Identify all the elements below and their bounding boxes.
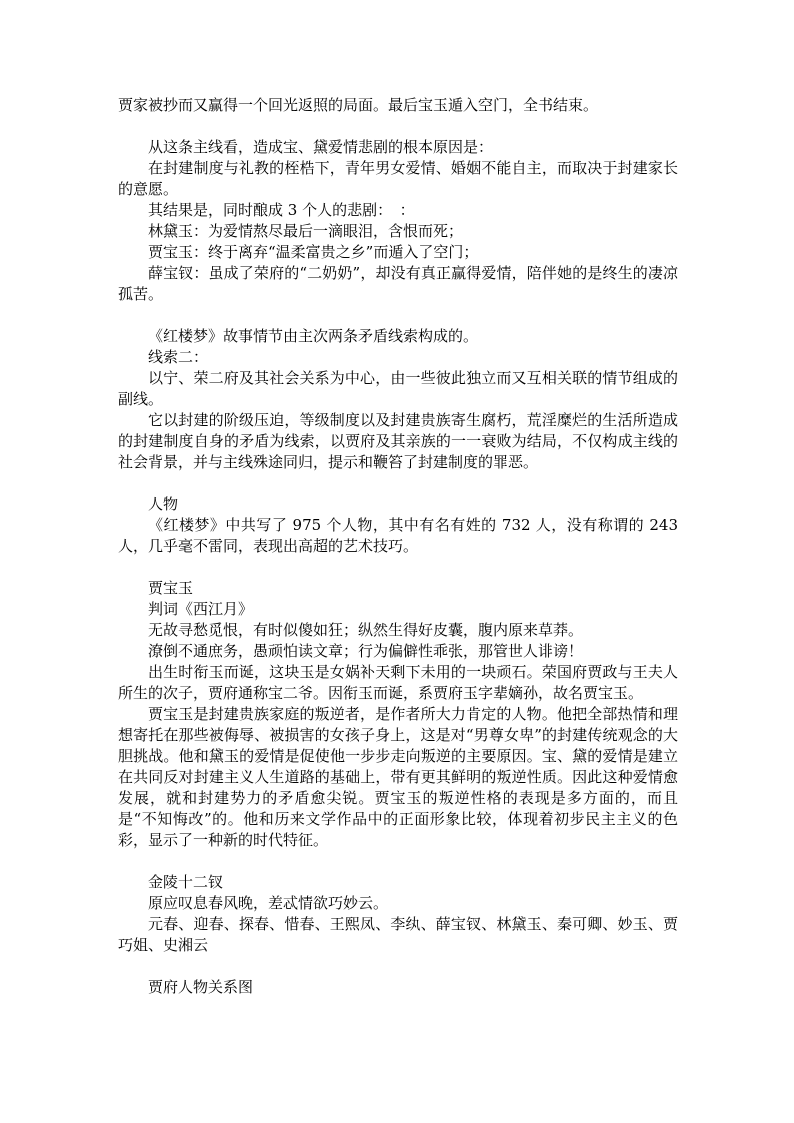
paragraph: 在封建制度与礼教的桎梏下，青年男女爱情、婚姻不能自主，而取决于封建家长的意愿。: [118, 159, 678, 198]
paragraph: 《红楼梦》中共写了 975 个人物，其中有名有姓的 732 人，没有称谓的 243 人，几乎毫不雷同，表现出高超的艺术技巧。: [118, 516, 678, 555]
paragraph: 元春、迎春、探春、惜春、王熙凤、李纨、薛宝钗、林黛玉、秦可卿、妙玉、贾巧姐、史湘云: [118, 915, 678, 954]
section-heading: 贾府人物关系图: [148, 978, 254, 996]
paragraph: 其结果是，同时酿成 3 个人的悲剧： ：: [148, 201, 415, 219]
section-heading: 人物: [148, 495, 179, 513]
paragraph-gap: [118, 851, 678, 872]
poem-line: 无故寻愁觅恨，有时似傻如狂；纵然生得好皮囊，腹内原来草莽。: [148, 621, 584, 639]
section-heading: 金陵十二钗: [148, 873, 224, 891]
paragraph: 它以封建的阶级压迫，等级制度以及封建贵族寄生腐朽，荒淫糜烂的生活所造成的封建制度自身的矛盾为线索，以贾府及其亲族的一一衰败为结局，不仅构成主线的社会背景，并与主线殊途同归，提示和鞭笞了封建制度的罪恶。: [118, 411, 678, 471]
poem-line: 潦倒不通庶务，愚顽怕读文章；行为偏僻性乖张，那管世人诽谤！: [148, 642, 584, 660]
paragraph: 薛宝钗：虽成了荣府的“二奶奶”，却没有真正赢得爱情，陪伴她的是终生的凄凉孤苦。: [118, 264, 678, 303]
paragraph-gap: [118, 473, 678, 494]
paragraph: 贾宝玉：终于离弃“温柔富贵之乡”而遁入了空门；: [148, 243, 479, 261]
paragraph: 线索二：: [148, 348, 209, 366]
paragraph: 从这条主线看，造成宝、黛爱情悲剧的根本原因是：: [148, 138, 494, 156]
paragraph: 原应叹息春风晚，差忒情欲巧妙云。: [148, 894, 389, 912]
paragraph-gap: [118, 557, 678, 578]
section-heading: 贾宝玉: [148, 579, 194, 597]
paragraph: 《红楼梦》故事情节由主次两条矛盾线索构成的。: [148, 327, 479, 345]
paragraph-gap: [118, 305, 678, 326]
paragraph-gap: [118, 116, 678, 137]
paragraph: 判词《西江月》: [148, 600, 254, 618]
paragraph-gap: [118, 956, 678, 977]
document-page: [118, 95, 678, 998]
paragraph: 贾家被抄而又赢得一个回光返照的局面。最后宝玉遁入空门，全书结束。: [118, 96, 599, 114]
paragraph: 贾宝玉是封建贵族家庭的叛逆者，是作者所大力肯定的人物。他把全部热情和理想寄托在那些被侮辱、被损害的女孩子身上，这是对“男尊女卑”的封建传统观念的大胆挑战。他和黛玉的爱情是促使他一步步走向叛逆的主要原因。宝、黛的爱情是建立在共同反对封建主义人生道路的基础上，带有更其鲜明的叛逆性质。因此这种爱情愈发展，就和封建势力的矛盾愈尖锐。贾宝玉的叛逆性格的表现是多方面的，而且是“不知悔改”的。他和历来文学作品中的正面形象比较，体现着初步民主主义的色彩，显示了一种新的时代特征。: [118, 705, 678, 849]
paragraph: 出生时衔玉而诞，这块玉是女娲补天剩下未用的一块顽石。荣国府贾政与王夫人所生的次子，贾府通称宝二爷。因衔玉而诞，系贾府玉字辈嫡孙，故名贾宝玉。: [118, 663, 678, 702]
paragraph: 林黛玉：为爱情熬尽最后一滴眼泪，含恨而死；: [148, 222, 464, 240]
paragraph: 以宁、荣二府及其社会关系为中心，由一些彼此独立而又互相关联的情节组成的副线。: [118, 369, 678, 408]
